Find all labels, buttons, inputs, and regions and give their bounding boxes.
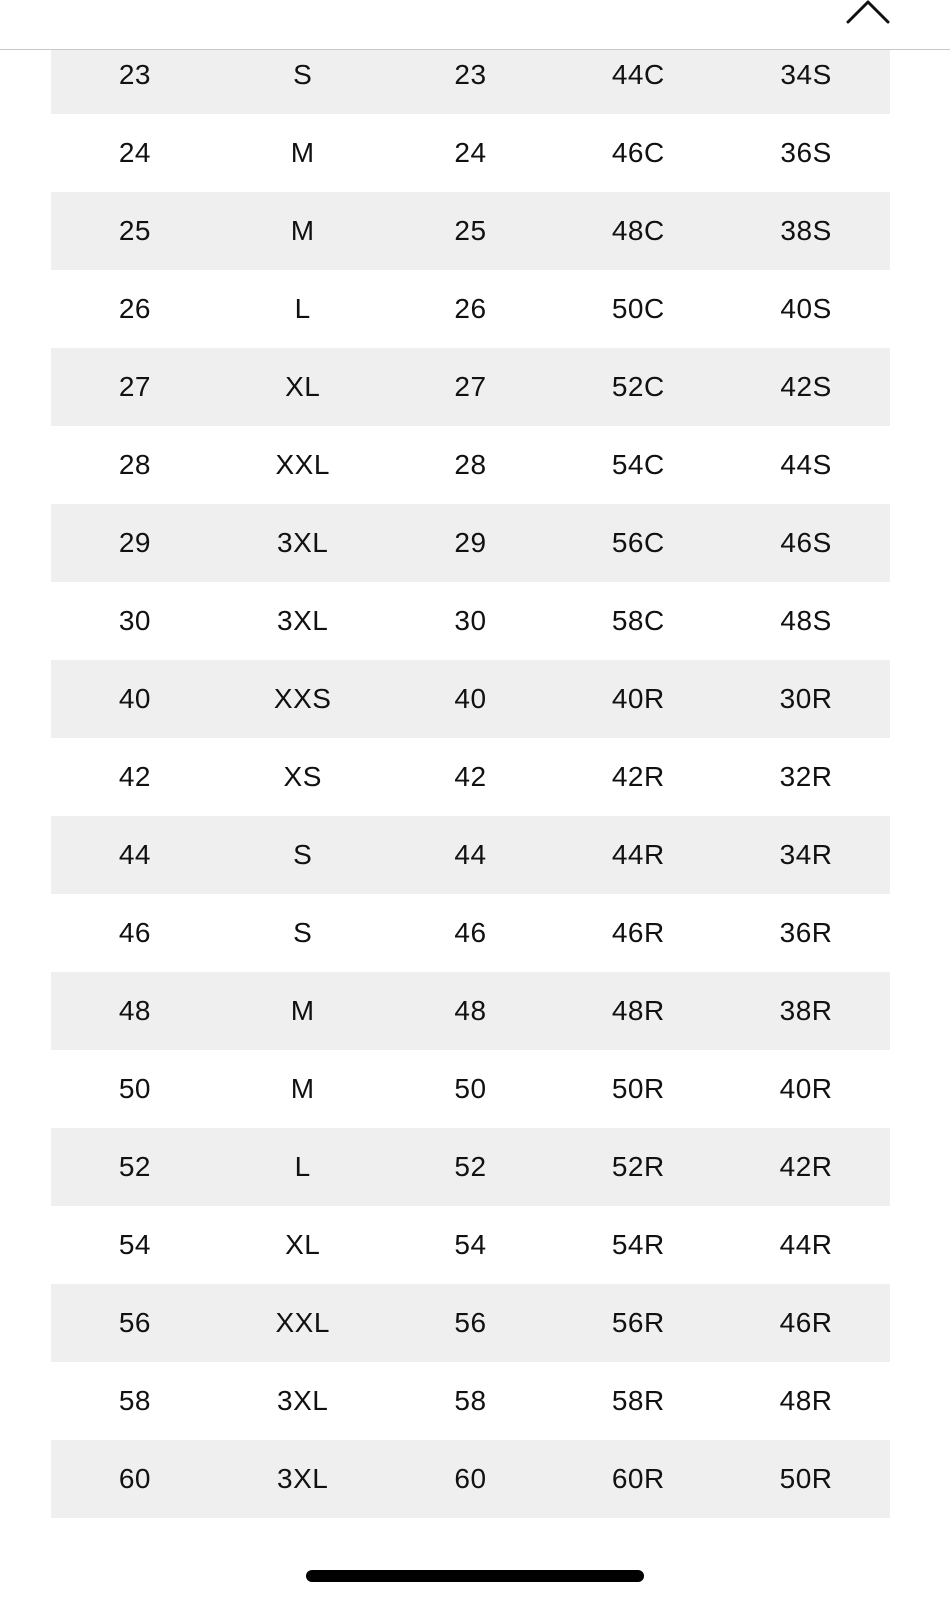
table-cell: 56 bbox=[118, 1307, 151, 1338]
table-cell: 56C bbox=[611, 527, 665, 558]
table-cell: 42R bbox=[611, 761, 665, 792]
table-cell: 46 bbox=[118, 917, 151, 948]
table-cell: 60R bbox=[611, 1463, 665, 1494]
table-cell: 60 bbox=[118, 1463, 151, 1494]
table-cell: 56 bbox=[454, 1307, 487, 1338]
table-row bbox=[51, 1050, 890, 1128]
table-cell: M bbox=[290, 995, 315, 1026]
table-row bbox=[51, 1128, 890, 1206]
table-cell: XS bbox=[283, 761, 322, 792]
table-cell: 32R bbox=[779, 761, 833, 792]
table-cell: 50C bbox=[611, 293, 665, 324]
table-row bbox=[51, 192, 890, 270]
table-cell: XL bbox=[285, 1229, 321, 1260]
table-cell: S bbox=[293, 917, 313, 948]
table-cell: 36S bbox=[780, 137, 832, 168]
table-cell: 46C bbox=[611, 137, 665, 168]
table-cell: 40 bbox=[118, 683, 151, 714]
top-bar bbox=[0, 0, 950, 50]
table-cell: 27 bbox=[118, 371, 151, 402]
table-cell: 30 bbox=[454, 605, 487, 636]
table-cell: 44 bbox=[118, 839, 151, 870]
table-cell: 52C bbox=[611, 371, 665, 402]
home-indicator bbox=[306, 1570, 644, 1582]
table-cell: 58 bbox=[118, 1385, 151, 1416]
table-cell: XXL bbox=[275, 449, 330, 480]
table-cell: 48R bbox=[779, 1385, 833, 1416]
table-row bbox=[51, 660, 890, 738]
table-cell: 23 bbox=[118, 59, 151, 90]
table-cell: 34R bbox=[779, 839, 833, 870]
table-row bbox=[51, 1284, 890, 1362]
table-cell: 44C bbox=[611, 59, 665, 90]
size-chart-table bbox=[51, 36, 890, 1518]
table-row bbox=[51, 738, 890, 816]
table-cell: XXL bbox=[275, 1307, 330, 1338]
table-row bbox=[51, 1206, 890, 1284]
table-cell: 3XL bbox=[277, 1385, 329, 1416]
table-row bbox=[51, 1362, 890, 1440]
table-cell: 40S bbox=[780, 293, 832, 324]
table-cell: XL bbox=[285, 371, 321, 402]
table-cell: 48S bbox=[780, 605, 832, 636]
table-cell: 29 bbox=[118, 527, 151, 558]
table-cell: 54C bbox=[611, 449, 665, 480]
table-cell: 40R bbox=[779, 1073, 833, 1104]
table-row bbox=[51, 504, 890, 582]
table-cell: 44 bbox=[454, 839, 487, 870]
table-cell: S bbox=[293, 59, 313, 90]
chevron-up-icon[interactable] bbox=[842, 0, 894, 30]
table-cell: 48 bbox=[454, 995, 487, 1026]
table-cell: 50R bbox=[611, 1073, 665, 1104]
table-row bbox=[51, 270, 890, 348]
table-cell: L bbox=[294, 1151, 311, 1182]
table-cell: M bbox=[290, 215, 315, 246]
table-cell: XXS bbox=[273, 683, 332, 714]
table-cell: 52 bbox=[454, 1151, 487, 1182]
table-cell: 30 bbox=[118, 605, 151, 636]
table-cell: S bbox=[293, 839, 313, 870]
table-cell: 3XL bbox=[277, 1463, 329, 1494]
table-cell: 52 bbox=[118, 1151, 151, 1182]
table-cell: 25 bbox=[118, 215, 151, 246]
table-cell: M bbox=[290, 137, 315, 168]
table-cell: 42 bbox=[454, 761, 487, 792]
table-cell: 58C bbox=[611, 605, 665, 636]
table-cell: 50 bbox=[454, 1073, 487, 1104]
table-row bbox=[51, 894, 890, 972]
table-cell: L bbox=[294, 293, 311, 324]
table-cell: 52R bbox=[611, 1151, 665, 1182]
table-cell: 36R bbox=[779, 917, 833, 948]
table-cell: 27 bbox=[454, 371, 487, 402]
table-cell: 26 bbox=[118, 293, 151, 324]
table-cell: 26 bbox=[454, 293, 487, 324]
table-cell: 46R bbox=[611, 917, 665, 948]
table-cell: 28 bbox=[454, 449, 487, 480]
table-cell: M bbox=[290, 1073, 315, 1104]
table-row bbox=[51, 114, 890, 192]
table-cell: 38R bbox=[779, 995, 833, 1026]
table-row bbox=[51, 582, 890, 660]
table-cell: 40R bbox=[611, 683, 665, 714]
table-cell: 50R bbox=[779, 1463, 833, 1494]
table-cell: 58R bbox=[611, 1385, 665, 1416]
table-cell: 30R bbox=[779, 683, 833, 714]
table-cell: 24 bbox=[118, 137, 151, 168]
table-cell: 48 bbox=[118, 995, 151, 1026]
table-cell: 44R bbox=[779, 1229, 833, 1260]
table-cell: 24 bbox=[454, 137, 487, 168]
table-cell: 44S bbox=[780, 449, 832, 480]
table-cell: 46R bbox=[779, 1307, 833, 1338]
table-cell: 48R bbox=[611, 995, 665, 1026]
table-cell: 46 bbox=[454, 917, 487, 948]
table-cell: 44R bbox=[611, 839, 665, 870]
table-cell: 3XL bbox=[277, 605, 329, 636]
table-cell: 58 bbox=[454, 1385, 487, 1416]
table-row bbox=[51, 816, 890, 894]
table-cell: 54 bbox=[454, 1229, 487, 1260]
table-cell: 3XL bbox=[277, 527, 329, 558]
table-cell: 50 bbox=[118, 1073, 151, 1104]
table-row bbox=[51, 972, 890, 1050]
table-cell: 54R bbox=[611, 1229, 665, 1260]
table-cell: 40 bbox=[454, 683, 487, 714]
table-cell: 28 bbox=[118, 449, 151, 480]
table-row bbox=[51, 426, 890, 504]
table-cell: 38S bbox=[780, 215, 832, 246]
table-cell: 46S bbox=[780, 527, 832, 558]
table-cell: 54 bbox=[118, 1229, 151, 1260]
table-cell: 42 bbox=[118, 761, 151, 792]
table-row bbox=[51, 1440, 890, 1518]
table-row bbox=[51, 348, 890, 426]
table-cell: 25 bbox=[454, 215, 487, 246]
table-cell: 23 bbox=[454, 59, 487, 90]
table-cell: 42S bbox=[780, 371, 832, 402]
table-cell: 60 bbox=[454, 1463, 487, 1494]
table-cell: 48C bbox=[611, 215, 665, 246]
table-cell: 34S bbox=[780, 59, 832, 90]
table-cell: 29 bbox=[454, 527, 487, 558]
table-cell: 42R bbox=[779, 1151, 833, 1182]
table-cell: 56R bbox=[611, 1307, 665, 1338]
